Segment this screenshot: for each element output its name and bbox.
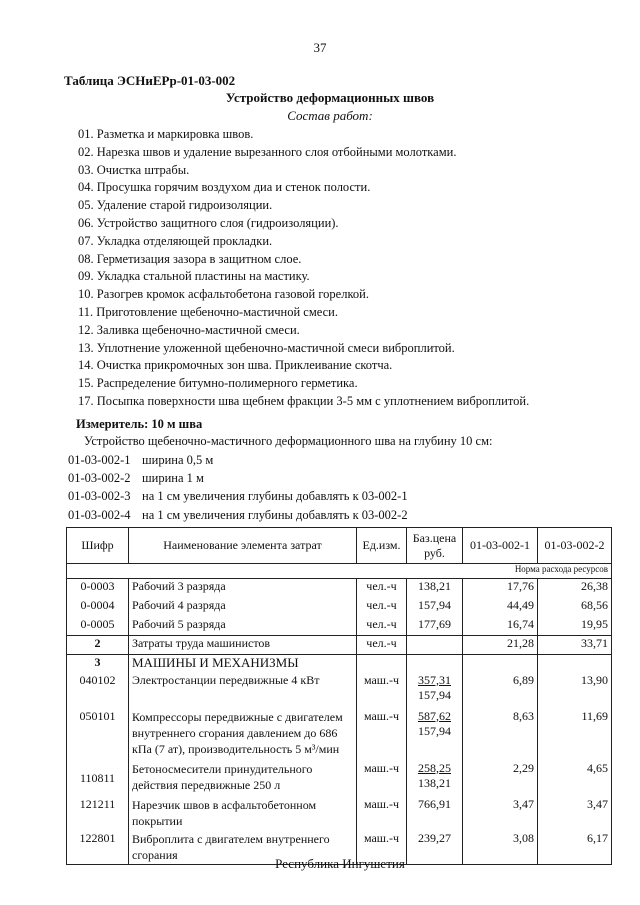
- cell-price: 239,27: [407, 831, 463, 865]
- cell-price: 177,69: [407, 617, 463, 636]
- section-cipher: 3: [67, 655, 129, 673]
- header-unit: Ед.изм.: [357, 528, 407, 564]
- table-title: Таблица ЭСНиЕРр-01-03-002: [64, 73, 236, 88]
- cell-v1: 17,76: [463, 579, 538, 598]
- cell-v2: 6,17: [538, 831, 612, 865]
- section-row: [67, 655, 612, 673]
- table-row: [67, 598, 612, 617]
- cell-name: Виброплита с двигателем внутреннего сгорания: [129, 831, 357, 865]
- work-item: 08. Герметизация зазора в защитном слое.: [78, 251, 302, 266]
- work-item: 11. Приготовление щебеночно-мастичной смеси.: [78, 304, 338, 319]
- resource-table: [66, 527, 612, 865]
- cell-unit: маш.-ч: [357, 709, 407, 761]
- page-footer: Республика Ингушетия: [275, 856, 405, 871]
- code-row: [68, 487, 408, 505]
- cell-unit: маш.-ч: [357, 831, 407, 865]
- section-heading: Устройство деформационных швов: [225, 90, 435, 105]
- code-row: [68, 451, 408, 469]
- work-item: 12. Заливка щебеночно-мастичной смеси.: [78, 322, 300, 337]
- cell-v2: 26,38: [538, 579, 612, 598]
- work-item: 02. Нарезка швов и удаление вырезанного слоя отбойными молотками.: [78, 144, 457, 159]
- cell-cipher: 122801: [67, 831, 129, 865]
- cell-cipher: 050101: [67, 709, 129, 761]
- work-item: 13. Уплотнение уложенной щебеночно-мастичной смеси виброплитой.: [78, 340, 455, 355]
- work-item: 03. Очистка штрабы.: [78, 162, 190, 177]
- cell-cipher: 121211: [67, 797, 129, 831]
- price-bottom: 138,21: [418, 775, 451, 790]
- cell-cipher: 0-0003: [67, 579, 129, 598]
- table-row: [67, 797, 612, 831]
- cell-v2: 3,47: [538, 797, 612, 831]
- cell-v1: 8,63: [463, 709, 538, 761]
- cell-name: Рабочий 3 разряда: [129, 579, 357, 598]
- work-item: 01. Разметка и маркировка швов.: [78, 127, 254, 141]
- header-name: Наименование элемента затрат: [129, 528, 357, 564]
- cell-name: Электростанции передвижные 4 кВт: [129, 673, 357, 709]
- cell-name: Рабочий 5 разряда: [129, 617, 357, 636]
- price-top: 258,25: [418, 760, 451, 775]
- work-item: 09. Укладка стальной пластины на мастику.: [78, 269, 310, 284]
- norm-row: [67, 564, 612, 579]
- cell-price: 157,94: [407, 598, 463, 617]
- norm-label: Норма расхода ресурсов: [67, 564, 612, 579]
- cell-price: 138,21: [407, 579, 463, 598]
- cell-unit: чел.-ч: [357, 598, 407, 617]
- cell-cipher: 2: [67, 636, 129, 655]
- code-row: [68, 469, 408, 487]
- header-col2: 01-03-002-2: [538, 528, 612, 564]
- table-row: [67, 579, 612, 598]
- code-text: на 1 см увеличения глубины добавлять к 03-002-2: [142, 507, 408, 522]
- table-row: [67, 673, 612, 709]
- work-list: [78, 126, 529, 411]
- cell-unit: маш.-ч: [357, 797, 407, 831]
- code: 01-03-002-1: [68, 453, 131, 467]
- header-col1: 01-03-002-1: [463, 528, 538, 564]
- table-row: [67, 709, 612, 761]
- cell-v2: 33,71: [538, 636, 612, 655]
- header-cipher: Шифр: [67, 528, 129, 564]
- cell-v2: 4,65: [538, 761, 612, 797]
- work-item: 15. Распределение битумно-полимерного герметика.: [78, 376, 358, 391]
- cell-unit: чел.-ч: [357, 579, 407, 598]
- cell-v1: 21,28: [463, 636, 538, 655]
- cell-v1: 16,74: [463, 617, 538, 636]
- cell-v2: 19,95: [538, 617, 612, 636]
- cell-cipher: 040102: [67, 673, 129, 709]
- code-list: [68, 451, 408, 524]
- cell-unit: чел.-ч: [357, 636, 407, 655]
- code-text: ширина 0,5 м: [142, 453, 214, 467]
- cell-name: Затраты труда машинистов: [129, 636, 357, 655]
- section-subheading: Состав работ:: [287, 108, 373, 123]
- code: 01-03-002-4: [68, 507, 131, 522]
- cell-v1: 3,47: [463, 797, 538, 831]
- table-header-row: [67, 528, 612, 564]
- cell-unit: маш.-ч: [357, 761, 407, 797]
- code-row: [68, 506, 408, 524]
- code-text: ширина 1 м: [142, 471, 204, 486]
- code-text: на 1 см увеличения глубины добавлять к 03-002-1: [142, 489, 408, 504]
- cell-v1: 6,89: [463, 673, 538, 709]
- cell-cipher: 0-0004: [67, 598, 129, 617]
- cell-cipher: 110811: [67, 761, 129, 797]
- cell-cipher: 0-0005: [67, 617, 129, 636]
- table-row: [67, 617, 612, 636]
- cell-unit: маш.-ч: [357, 673, 407, 709]
- cell-price: 766,91: [407, 797, 463, 831]
- cell-unit: чел.-ч: [357, 617, 407, 636]
- cell-name: Рабочий 4 разряда: [129, 598, 357, 617]
- section-title: МАШИНЫ И МЕХАНИЗМЫ: [129, 655, 357, 673]
- work-item: 10. Разогрев кромок асфальтобетона газовой горелкой.: [78, 287, 369, 302]
- cell-name: Нарезчик швов в асфальтобетонном покрытии: [129, 797, 357, 831]
- cell-v2: 13,90: [538, 673, 612, 709]
- price-top: 357,31: [418, 672, 451, 687]
- work-item: 05. Удаление старой гидроизоляции.: [78, 198, 273, 213]
- work-item: 17. Посыпка поверхности шва щебнем фракции 3-5 мм с уплотнением виброплитой.: [78, 393, 530, 408]
- price-top: 587,62: [418, 708, 451, 723]
- work-item: 07. Укладка отделяющей прокладки.: [78, 233, 273, 248]
- measurer-label: Измеритель: 10 м шва: [76, 417, 203, 431]
- table-row: [67, 636, 612, 655]
- work-item: 04. Просушка горячим воздухом диа и стенок полости.: [78, 180, 371, 195]
- measurer-description: Устройство щебеночно-мастичного деформационного шва на глубину 10 см:: [84, 434, 493, 448]
- table-row: [67, 761, 612, 797]
- cell-price: [407, 636, 463, 655]
- work-item: 06. Устройство защитного слоя (гидроизоляции).: [78, 215, 339, 230]
- cell-name: Компрессоры передвижные с двигателем внутреннего сгорания давлением до 686 кПа (7 ат), производительность 5 м³/мин: [129, 709, 357, 761]
- cell-v1: 44,49: [463, 598, 538, 617]
- page-number: 37: [313, 40, 327, 55]
- cell-v2: 68,56: [538, 598, 612, 617]
- code: 01-03-002-2: [68, 471, 131, 486]
- cell-v2: 11,69: [538, 709, 612, 761]
- price-bottom: 157,94: [418, 687, 451, 702]
- cell-v1: 3,08: [463, 831, 538, 865]
- cell-v1: 2,29: [463, 761, 538, 797]
- work-item: 14. Очистка прикромочных зон шва. Приклеивание скотча.: [78, 358, 393, 373]
- code: 01-03-002-3: [68, 489, 131, 504]
- price-bottom: 157,94: [418, 723, 451, 738]
- cell-name: Бетоносмесители принудительного действия передвижные 250 л: [129, 761, 357, 797]
- header-base-price: Баз.цена руб.: [407, 528, 463, 564]
